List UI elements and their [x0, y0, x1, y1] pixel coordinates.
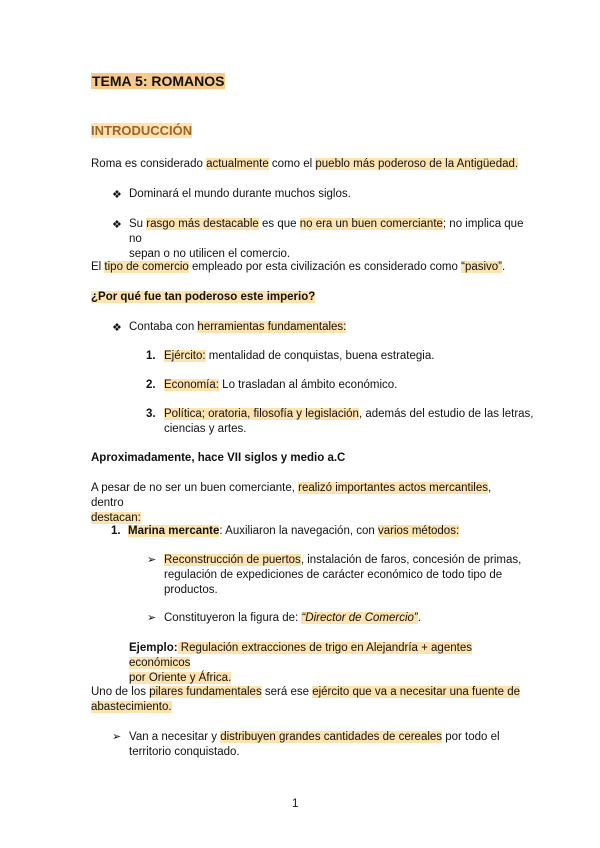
page-number: 1	[292, 798, 299, 810]
arrow-bullet-icon: ➢	[112, 731, 122, 743]
question-heading: ¿Por qué fue tan poderoso este imperio?	[91, 291, 316, 303]
diamond-bullet-icon: ❖	[112, 219, 122, 231]
intro-paragraph: Roma es considerado actualmente como el pueblo más poderoso de la Antigüedad.	[91, 158, 519, 170]
sub-bullet-director: Constituyeron la figura de: “Director de Comercio”.	[164, 612, 421, 624]
list-number: 3.	[146, 408, 156, 420]
approx-paragraph: A pesar de no ser un buen comerciante, realizó importantes actos mercantiles, dentro destacan:	[91, 482, 492, 524]
sub-bullet-cereales: Van a necesitar y distribuyen grandes cantidades de cereales por todo el territorio conquistado.	[129, 731, 500, 758]
bullet-dominara: Dominará el mundo durante muchos siglos.	[129, 188, 351, 200]
sub-bullet-puertos: Reconstrucción de puertos, instalación de faros, concesión de primas, regulación de expediciones de carácter económico de todo tipo de productos.	[164, 554, 522, 596]
bullet-herramientas: Contaba con herramientas fundamentales:	[129, 321, 347, 333]
bullet-rasgo: Su rasgo más destacable es que no era un buen comerciante; no implica que no sepan o no utilicen el comercio.	[129, 218, 524, 260]
list-number: 2.	[146, 379, 156, 391]
list-number: 1.	[111, 525, 121, 537]
diamond-bullet-icon: ❖	[112, 322, 122, 334]
list-item-marina: Marina mercante: Auxiliaron la navegación, con varios métodos:	[128, 525, 460, 537]
approx-heading: Aproximadamente, hace VII siglos y medio a.C	[91, 452, 346, 464]
diamond-bullet-icon: ❖	[112, 189, 122, 201]
page-title: TEMA 5: ROMANOS	[92, 73, 225, 89]
list-item-economia: Economía: Lo trasladan al ámbito económico.	[164, 379, 398, 391]
commerce-paragraph: El tipo de comercio empleado por esta civilización es considerado como “pasivo”.	[91, 261, 506, 273]
arrow-bullet-icon: ➢	[147, 612, 157, 624]
list-item-politica: Política; oratoria, filosofía y legislación, además del estudio de las letras, ciencias y artes.	[164, 408, 534, 435]
example-paragraph: Ejemplo: Regulación extracciones de trigo en Alejandría + agentes económicos por Oriente y África.	[129, 642, 472, 684]
list-number: 1.	[146, 350, 156, 362]
pillars-paragraph: Uno de los pilares fundamentales será ese ejército que va a necesitar una fuente de abastecimiento.	[91, 686, 520, 713]
section-heading-introduccion: INTRODUCCIÓN	[91, 123, 193, 138]
list-item-ejercito: Ejército: mentalidad de conquistas, buena estrategia.	[164, 350, 435, 362]
arrow-bullet-icon: ➢	[147, 554, 157, 566]
